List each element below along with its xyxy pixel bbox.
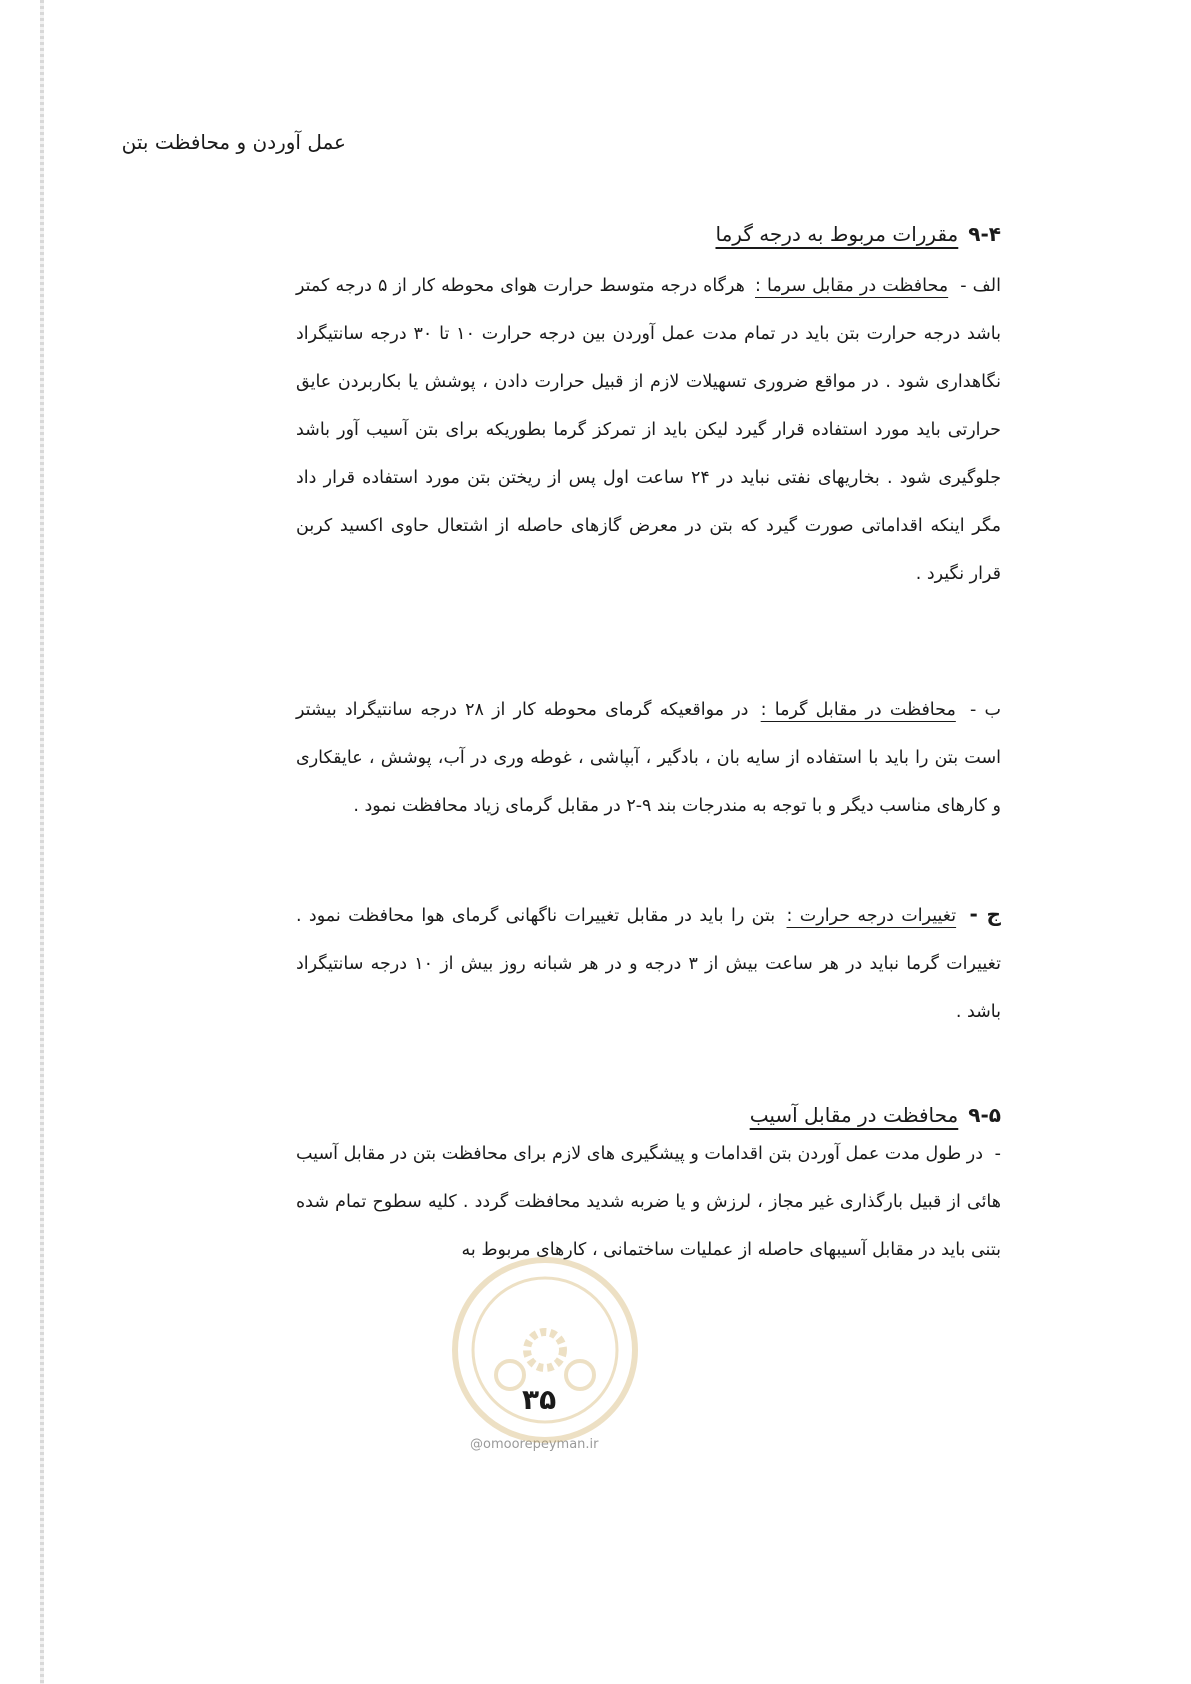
seal-scale-icon	[496, 1361, 524, 1389]
clause-title: تغییرات درجه حرارت :	[786, 906, 957, 926]
clause-title: محافظت در مقابل گرما :	[760, 700, 956, 720]
clause-label: الف -	[960, 276, 1001, 296]
clause-be	[296, 686, 1001, 830]
binding-edge	[40, 0, 44, 1684]
clause-label: -	[994, 1144, 1001, 1164]
section-heading-9-4	[715, 222, 1001, 246]
clause-text: در مواقعیکه گرمای محوطه کار از ۲۸ درجه سانتیگراد بیشتر است بتن را باید با استفاده از سایه بان ، بادگیر ، آبپاشی ، غوطه وری در آب، پوشش ، عایقکاری و کارهای مناسب دیگر و با توجه به مندرجات بند ۹-۲ در مقابل گرمای زیاد محافظت نمود .	[296, 700, 1001, 816]
section-number: ۹-۵	[968, 1103, 1001, 1127]
clause-text: در طول مدت عمل آوردن بتن اقدامات و پیشگیری های لازم برای محافظت بتن در مقابل آسیب هائی از قبیل بارگذاری غیر مجاز ، لرزش و یا ضربه شدید محافظت گردد . کلیه سطوح تمام شده بتنی باید در مقابل آسیبهای حاصله از عملیات ساختمانی ، کارهای مربوط به	[296, 1144, 1001, 1260]
clause-label: ج -	[969, 902, 1001, 926]
clause-text: بتن را باید در مقابل تغییرات ناگهانی گرمای هوا محافظت نمود . تغییرات گرما نباید در هر ساعت بیش از ۳ درجه و در هر شبانه روز بیش از ۱۰ درجه سانتیگراد باشد .	[296, 906, 1001, 1022]
section-title: مقررات مربوط به درجه گرما	[715, 222, 959, 246]
watermark-url: @omoorepeyman.ir	[470, 1437, 599, 1452]
seal-gear-icon	[527, 1332, 563, 1368]
clause-label: ب -	[970, 700, 1001, 720]
clause-jim	[296, 890, 1001, 1036]
clause-body	[296, 1130, 1001, 1274]
clause-alef	[296, 262, 1001, 598]
section-number: ۹-۴	[968, 222, 1001, 246]
clause-text: هرگاه درجه متوسط حرارت هوای محوطه کار از ۵ درجه کمتر باشد درجه حرارت بتن باید در تمام مدت عمل آوردن بین درجه حرارت ۱۰ تا ۳۰ درجه سانتیگراد نگاهداری شود . در مواقع ضروری تسهیلات لازم از قبیل حرارت دادن ، پوشش یا بکاربردن عایق حرارتی باید مورد استفاده قرار گیرد لیکن باید از تمرکز گرما بطوریکه برای بتن آسیب آور باشد جلوگیری شود . بخاریهای نفتی نباید در ۲۴ ساعت اول پس از ریختن بتن مورد استفاده قرار داد مگر اینکه اقداماتی صورت گیرد که بتن در معرض گازهای حاصله از اشتعال حاوی اکسید کربن قرار نگیرد .	[296, 276, 1002, 584]
page-header: عمل آوردن و محافظت بتن	[121, 130, 346, 154]
clause-title: محافظت در مقابل سرما :	[755, 276, 949, 296]
section-heading-9-5	[750, 1103, 1001, 1127]
section-title: محافظت در مقابل آسیب	[749, 1103, 959, 1127]
seal-watermark-icon	[450, 1255, 640, 1445]
page-number: ۳۵	[522, 1383, 557, 1416]
seal-building-icon	[566, 1361, 594, 1389]
